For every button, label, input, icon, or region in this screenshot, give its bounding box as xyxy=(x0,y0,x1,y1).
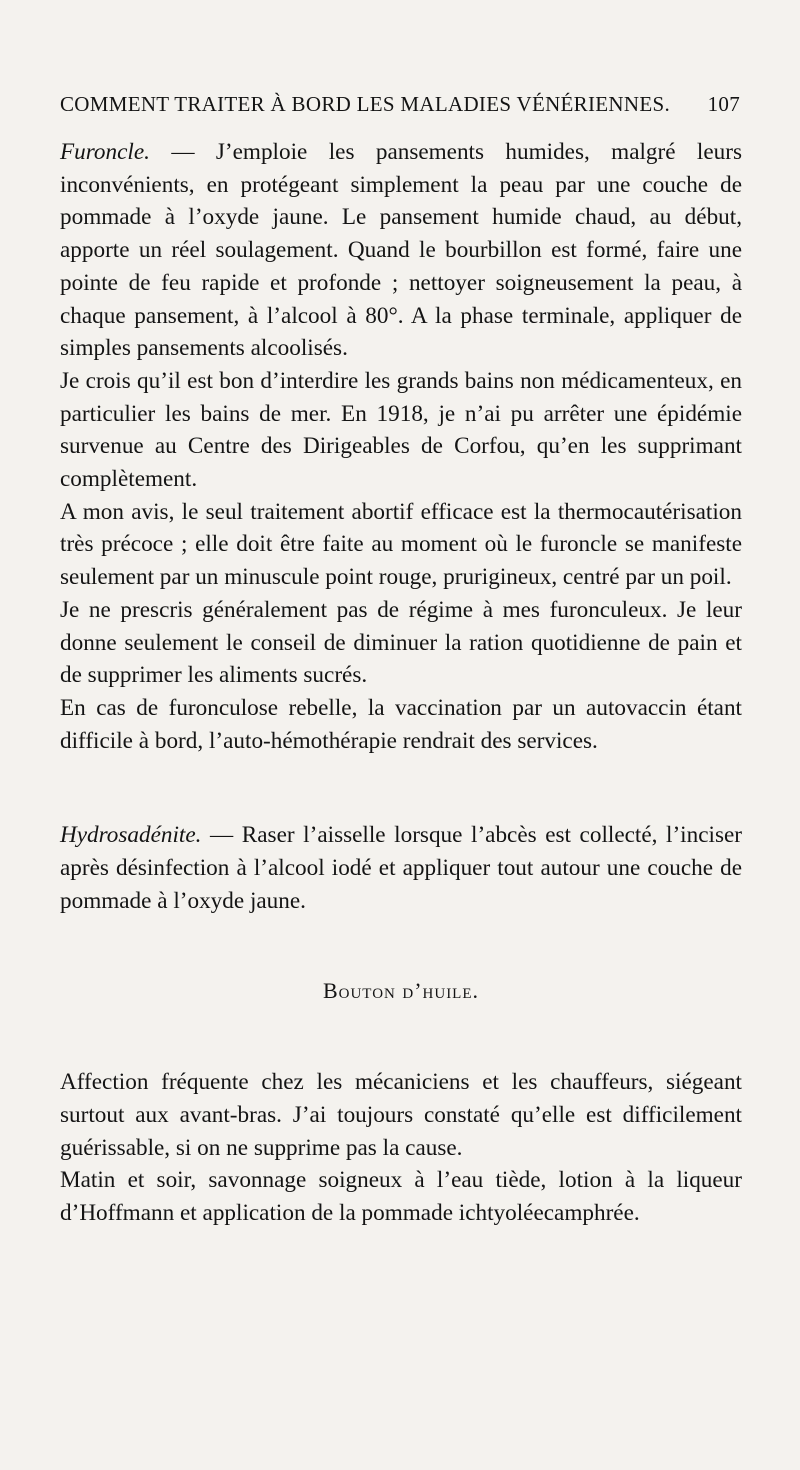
section-gap xyxy=(60,1008,742,1066)
section-title-bouton: Bouton d’huile. xyxy=(322,978,480,1004)
paragraph-furoncle-2: Je crois qu’il est bon d’interdire les grands bains non médicamenteux, en particulier les bains de mer. En 1918, je n’ai pu arrêter une épidémie survenue au Centre des Dirigeables de Corfou, qu’en les supprimant complètement. xyxy=(60,367,742,493)
paragraph-bouton-1: Affection fréquente chez les mécaniciens et les chauffeurs, siégeant surtout aux avant-bras. J’ai toujours constaté qu’elle est difficilement guérissable, si on ne supprime pas la cause. xyxy=(60,1069,742,1161)
paragraph-hydrosadenite-text: — Raser l’aisselle lorsque l’abcès est collecté, l’inciser après désinfection à l’alcool iodé et appliquer tout autour une couche de pommade à l’oxyde jaune. xyxy=(60,822,742,914)
page-body xyxy=(60,136,742,1230)
paragraph-furoncle-5: En cas de furonculose rebelle, la vaccination par un autovaccin étant difficile à bord, l’auto-hémothérapie rendrait des services. xyxy=(60,694,742,754)
term-furoncle: Furoncle. xyxy=(60,139,150,165)
paragraph-hydrosadenite xyxy=(60,819,742,917)
section-gap xyxy=(60,757,742,819)
paragraph-furoncle-3: A mon avis, le seul traitement abortif efficace est la thermocautérisation très précoce ; elle doit être faite au moment où le furoncle se manifeste seulement par un minuscule point rouge, prurigineux, centré par un poil. xyxy=(60,498,742,591)
paragraph-furoncle-1-text: — J’emploie les pansements humides, malgré leurs inconvénients, en protégeant simplement la peau par une couche de pommade à l’oxyde jaune. Le pansement humide chaud, au début, apporte un réel soulagement. Quand le bourbillon est formé, faire une pointe de feu rapide et profonde ; nettoyer soigneusement la peau, à chaque pansement, à l’alcool à 80°. A la phase terminale, appliquer de simples pansements alcoolisés. xyxy=(60,139,742,362)
paragraph-furoncle-1 xyxy=(60,136,742,365)
paragraph-furoncle-4: Je ne prescris généralement pas de régime à mes furonculeux. Je leur donne seulement le conseil de diminuer la ration quotidienne de pain et de supprimer les aliments sucrés. xyxy=(60,596,742,689)
term-hydrosadenite: Hydrosadénite. xyxy=(60,822,202,849)
running-header xyxy=(60,92,740,117)
section-gap xyxy=(60,917,742,975)
page-number: 107 xyxy=(707,92,740,116)
running-title: COMMENT TRAITER À BORD LES MALADIES VÉNÉRIENNES. xyxy=(60,92,670,116)
paragraph-bouton-2: Matin et soir, savonnage soigneux à l’eau tiède, lotion à la liqueur d’Hoffmann et application de la pommade ichtyoléecamphrée. xyxy=(60,1167,742,1226)
